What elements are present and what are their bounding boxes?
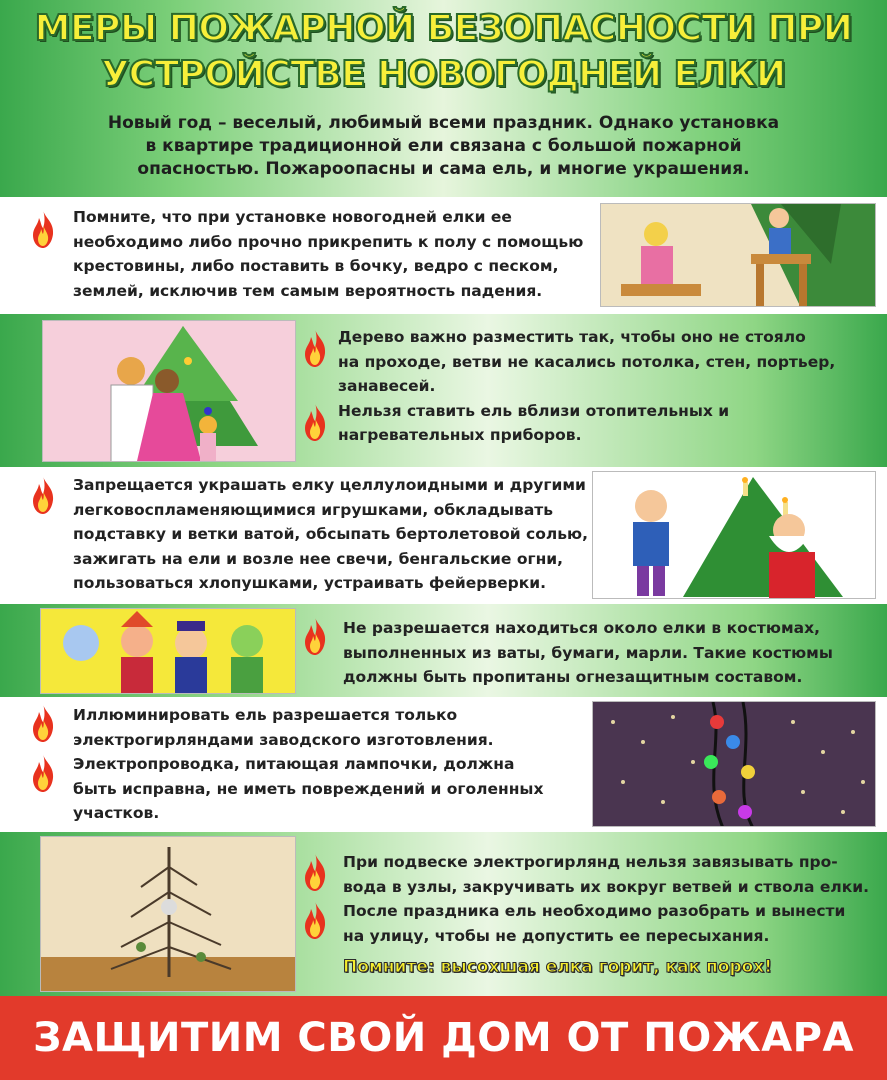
footer-slogan: ЗАЩИТИМ СВОЙ ДОМ ОТ ПОЖАРА bbox=[33, 1015, 854, 1061]
text-line: крестовины, либо поставить в бочку, ведро с песком, bbox=[73, 257, 559, 275]
flame-icon bbox=[30, 475, 56, 515]
illustration-santa-candles bbox=[592, 471, 876, 599]
text-line: электрогирляндами заводского изготовления. bbox=[73, 730, 494, 749]
section-text bbox=[73, 473, 593, 596]
text-line: быть исправна, не иметь повреждений и оголенных bbox=[73, 779, 544, 798]
text-line: вода в узлы, закручивать их вокруг ветвей и ствола елки. bbox=[343, 877, 869, 896]
text-line: подставку и ветки ватой, обсыпать бертолетовой солью, bbox=[73, 525, 588, 543]
page-title bbox=[0, 6, 887, 98]
text-line: легковоспламеняющимися игрушками, обкладывать bbox=[73, 500, 554, 519]
text-line: пользоваться хлопушками, устраивать фейерверки. bbox=[73, 574, 547, 592]
section-text bbox=[343, 616, 873, 690]
text-line: Дерево важно разместить так, чтобы оно не стояло bbox=[338, 328, 806, 346]
text-line: Запрещается украшать елку целлулоидными и другими bbox=[73, 476, 586, 494]
photo-garland-lights bbox=[592, 701, 876, 827]
flame-icon bbox=[302, 852, 328, 892]
text-line: При подвеске электрогирлянд нельзя завязывать про- bbox=[343, 853, 838, 871]
section-costumes bbox=[0, 604, 887, 697]
flame-icon bbox=[30, 209, 56, 249]
section-illumination bbox=[0, 697, 887, 832]
section-text bbox=[73, 205, 593, 303]
text-line: участков. bbox=[73, 804, 160, 822]
text-line: занавесей. bbox=[338, 377, 436, 395]
section-text bbox=[338, 325, 878, 448]
intro-line-1: Новый год – веселый, любимый всеми праздник. Однако установка bbox=[107, 113, 780, 133]
remember-warning: Помните: высохшая елка горит, как порох! bbox=[343, 957, 773, 977]
intro-text bbox=[60, 112, 827, 181]
section-text bbox=[343, 850, 883, 948]
section-decorations bbox=[0, 467, 887, 604]
flame-icon bbox=[30, 753, 56, 793]
photo-dry-tree bbox=[40, 836, 296, 992]
text-line: Электропроводка, питающая лампочки, должна bbox=[73, 755, 515, 773]
text-line: должны быть пропитаны огнезащитным составом. bbox=[343, 668, 803, 686]
header bbox=[0, 0, 887, 197]
intro-line-3: опасностью. Пожароопасны и сама ель, и многие украшения. bbox=[137, 159, 750, 179]
text-line: зажигать на ели и возле нее свечи, бенгальские огни, bbox=[73, 549, 564, 568]
text-line: землей, исключив тем самым вероятность падения. bbox=[73, 281, 543, 300]
text-line: После праздника ель необходимо разобрать и вынести bbox=[343, 902, 846, 920]
illustration-family-tree bbox=[42, 320, 296, 462]
text-line: на улицу, чтобы не допустить ее пересыхания. bbox=[343, 926, 770, 945]
text-line: Не разрешается находиться около елки в костюмах, bbox=[343, 619, 821, 637]
title-line-1: МЕРЫ ПОЖАРНОЙ БЕЗОПАСНОСТИ ПРИ bbox=[34, 8, 853, 49]
section-text bbox=[73, 703, 573, 826]
flame-icon bbox=[302, 616, 328, 656]
text-line: необходимо либо прочно прикрепить к полу с помощью bbox=[73, 232, 584, 251]
footer-banner bbox=[0, 996, 887, 1080]
flame-icon bbox=[302, 402, 328, 442]
flame-icon bbox=[302, 328, 328, 368]
text-line: на проходе, ветви не касались потолка, стен, портьер, bbox=[338, 352, 836, 371]
flame-icon bbox=[30, 703, 56, 743]
flame-icon bbox=[302, 900, 328, 940]
text-line: Нельзя ставить ель вблизи отопительных и bbox=[338, 401, 730, 420]
section-tree-mounting bbox=[0, 197, 887, 314]
illustration-kids-costumes bbox=[40, 608, 296, 694]
section-tree-placement bbox=[0, 314, 887, 467]
intro-line-2: в квартире традиционной ели связана с большой пожарной bbox=[145, 136, 742, 156]
illustration-boy-on-stool bbox=[600, 203, 876, 307]
text-line: Помните, что при установке новогодней елки ее bbox=[73, 208, 512, 226]
text-line: Иллюминировать ель разрешается только bbox=[73, 706, 458, 724]
text-line: нагревательных приборов. bbox=[338, 426, 582, 444]
title-line-2: УСТРОЙСТВЕ НОВОГОДНЕЙ ЕЛКИ bbox=[101, 54, 786, 95]
text-line: выполненных из ваты, бумаги, марли. Такие костюмы bbox=[343, 643, 833, 662]
